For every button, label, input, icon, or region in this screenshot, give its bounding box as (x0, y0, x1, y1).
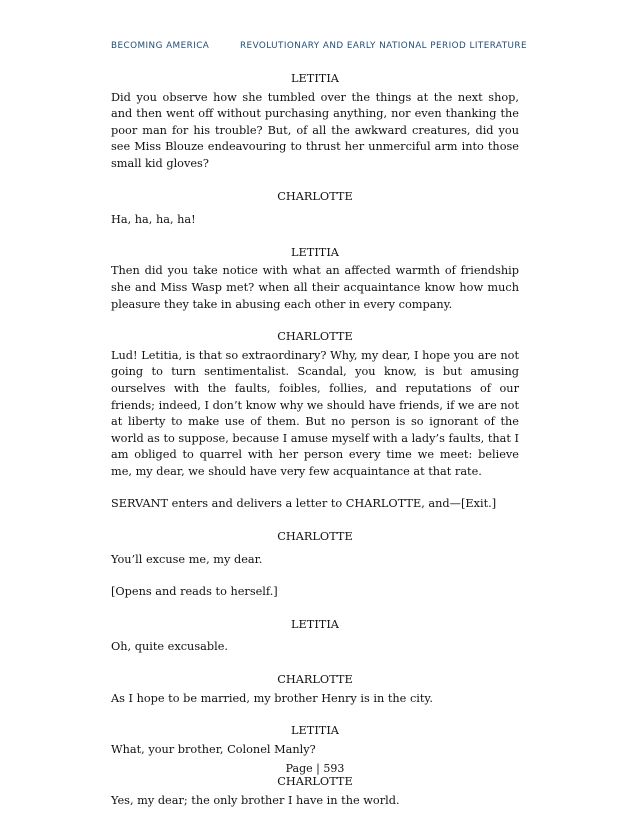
dialogue: Then did you take notice with what an affected warmth of friendship she and Miss Wasp met? when all their acquaintance know how much pleasure they take in abusing each other in every company. (111, 264, 519, 311)
speaker-name: LETITIA (291, 617, 339, 631)
stage-direction: [Opens and reads to herself.] (111, 585, 278, 599)
speaker-name: LETITIA (291, 72, 339, 85)
dialogue: Oh, quite excusable. (111, 640, 228, 654)
dialogue: Ha, ha, ha, ha! (111, 213, 196, 227)
dialogue: Did you observe how she tumbled over the things at the next shop, and then went off without purchasing anything, nor even thanking the poor man for his trouble? But, of all the awkward creatures, did you see Miss Blouze endeavouring to thrust her unmerciful arm into those small kid gloves? (111, 90, 519, 170)
speaker-name: CHARLOTTE (277, 330, 353, 344)
speaker-name: CHARLOTTE (277, 530, 353, 544)
speaker-name: CHARLOTTE (277, 775, 353, 789)
speaker-name: CHARLOTTE (277, 189, 353, 203)
page-number-footer: Page | 593 (285, 762, 345, 775)
dialogue: You’ll excuse me, my dear. (111, 552, 263, 566)
dialogue: Lud! Letitia, is that so extraordinary? Why, my dear, I hope you are not going to turn sentimentalist. Scandal, you know, is but amusing ourselves with the faults, foibles, follies, and reputations of our friends; indeed, I don’t know why we should have friends, if we are not at liberty to make use of them. But no person is so ignorant of the world as to suppose, because I amuse myself with a lady’s faults, that I am obliged to quarrel with her person every time we meet: believe me, my dear, we should have very few acquaintance at that rate. (111, 348, 519, 478)
speaker-name: LETITIA (291, 245, 339, 259)
header-book-title: BECOMING AMERICA (111, 41, 210, 51)
dialogue: Yes, my dear; the only brother I have in the world. (111, 794, 400, 807)
dialogue: As I hope to be married, my brother Henry is in the city. (111, 691, 433, 705)
dialogue: What, your brother, Colonel Manly? (111, 742, 316, 756)
header-section-title: REVOLUTIONARY AND EARLY NATIONAL PERIOD LITERATURE (240, 41, 527, 51)
speaker-name: CHARLOTTE (277, 673, 353, 687)
stage-direction: SERVANT enters and delivers a letter to CHARLOTTE, and—[Exit.] (111, 497, 497, 511)
play-text (111, 71, 519, 810)
speaker-name: LETITIA (291, 724, 339, 738)
